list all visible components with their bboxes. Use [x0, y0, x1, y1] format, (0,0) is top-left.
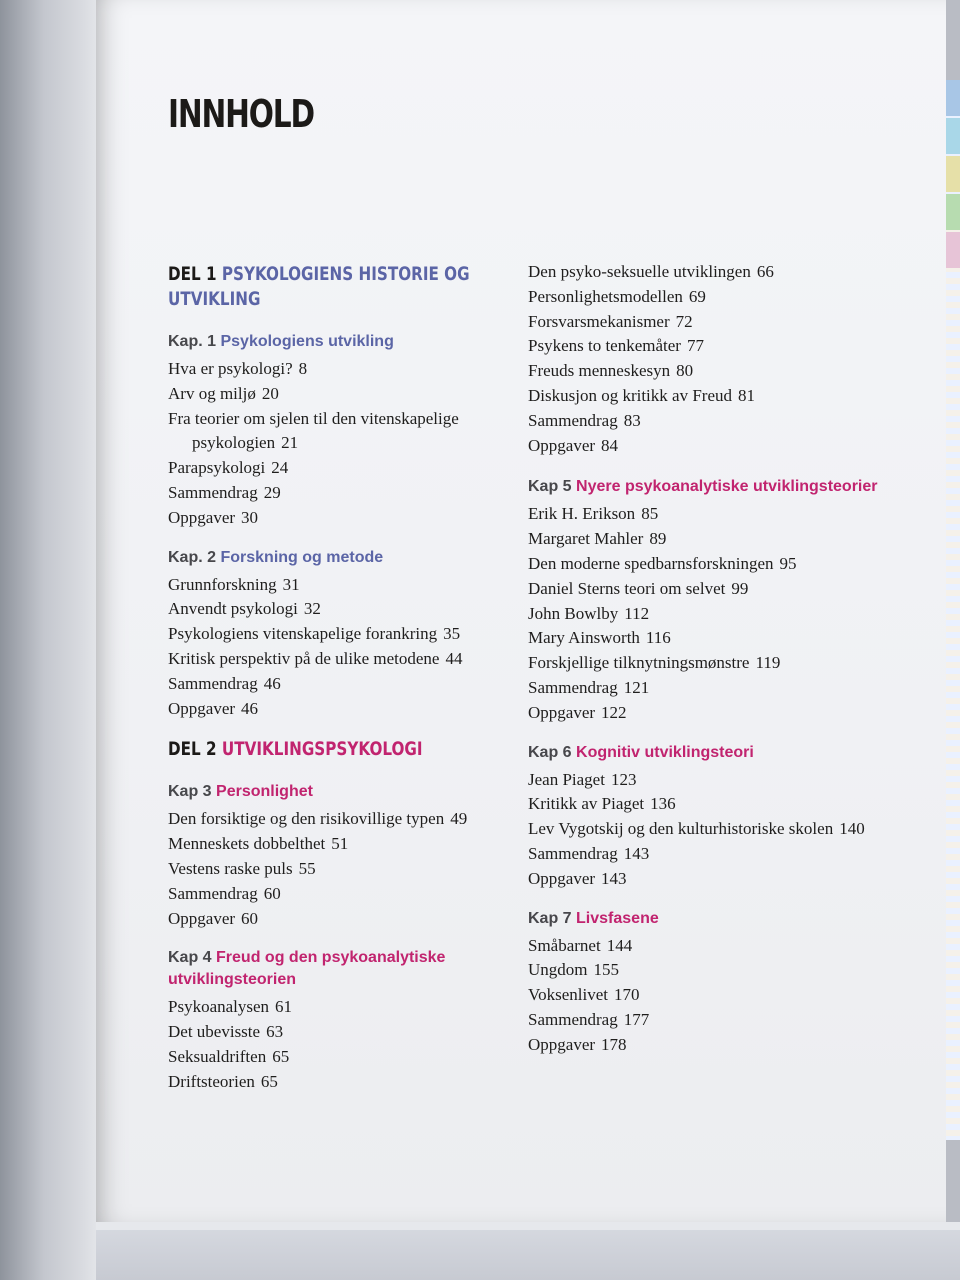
edge-tab — [944, 118, 960, 154]
toc-entry-page: 31 — [282, 574, 300, 594]
toc-entry — [168, 622, 528, 647]
toc-entry-text: Grunnforskning — [168, 574, 277, 594]
toc-entry-text: Psykoanalysen — [168, 997, 270, 1017]
toc-entry — [528, 983, 888, 1008]
page-title: INNHOLD — [168, 92, 314, 136]
chapter-heading — [528, 476, 888, 498]
toc-entry — [528, 676, 888, 701]
toc-entry-text: Hva er psykologi? — [168, 359, 293, 378]
toc-entry-text: Den psyko-seksuelle utviklingen — [528, 262, 751, 281]
toc-entry-page: 30 — [241, 507, 259, 527]
toc-entry — [168, 995, 528, 1020]
toc-entry-text: Sammendrag — [168, 673, 258, 693]
toc-entry — [528, 260, 888, 285]
toc-entry-page: 122 — [601, 702, 627, 722]
section-number: DEL 2 — [168, 738, 217, 761]
toc-entry-page: 55 — [298, 858, 316, 878]
toc-entry — [168, 807, 528, 832]
chapter-number: Kap. 2 — [168, 548, 217, 566]
edge-tab — [944, 80, 960, 116]
toc-entry-page: 95 — [779, 553, 797, 573]
toc-entry — [168, 1070, 528, 1095]
toc-entry-text: Den moderne spedbarnsforskningen — [528, 553, 774, 573]
toc-entry-page: 136 — [650, 794, 676, 814]
toc-entry-page: 177 — [623, 1009, 650, 1029]
toc-entry-text: Margaret Mahler — [528, 529, 644, 549]
toc-entry — [168, 672, 528, 697]
chapter-number: Kap 6 — [528, 743, 572, 761]
chapter-title: Nyere psykoanalytiske utviklingsteorier — [576, 478, 878, 496]
toc-entry — [528, 1008, 888, 1033]
toc-entry — [168, 382, 528, 407]
toc-entry — [168, 407, 528, 457]
toc-entry — [168, 1045, 528, 1070]
toc-entry-page: 121 — [623, 677, 650, 697]
toc-entry-page: 65 — [272, 1046, 290, 1066]
toc-entry-list — [168, 995, 528, 1094]
toc-entry — [528, 310, 888, 335]
toc-entry — [168, 456, 528, 481]
toc-entry-page: 77 — [686, 336, 704, 356]
toc-entry-list — [528, 768, 888, 892]
toc-entry — [168, 857, 528, 882]
toc-left-column — [168, 262, 528, 1111]
toc-entry-text: Anvendt psykologi — [168, 599, 298, 619]
toc-entry-text: Psykologiens vitenskapelige forankring — [168, 624, 438, 644]
toc-entry — [168, 647, 528, 672]
toc-entry-text: Ungdom — [528, 960, 588, 980]
toc-entry-text: Sammendrag — [528, 410, 618, 430]
toc-entry-text: Voksenlivet — [528, 985, 608, 1005]
toc-entry — [528, 552, 888, 577]
toc-entry-text: Erik H. Erikson — [528, 504, 636, 524]
toc-entry-page: 60 — [263, 883, 281, 903]
toc-entry-page: 60 — [241, 908, 259, 928]
toc-entry — [528, 842, 888, 867]
toc-entry-list — [168, 807, 528, 931]
toc-entry-page: 84 — [601, 435, 619, 455]
toc-entry — [528, 626, 888, 651]
toc-entry-text: Fra teorier om sjelen til den vitenskapelige psykologien — [168, 408, 459, 453]
edge-tab — [944, 232, 960, 268]
toc-entry-page: 69 — [688, 286, 706, 306]
toc-entry-page: 178 — [601, 1034, 627, 1054]
edge-tab — [944, 194, 960, 230]
toc-entry-text: Arv og miljø — [168, 383, 256, 403]
chapter-heading — [168, 781, 528, 803]
toc-entry-text: Sammendrag — [528, 843, 618, 863]
toc-entry — [528, 502, 888, 527]
toc-entry-page: 99 — [731, 578, 749, 598]
toc-entry-text: Vestens raske puls — [168, 858, 293, 878]
edge-tabs — [944, 80, 960, 270]
toc-entry-page: 63 — [266, 1022, 284, 1042]
section-heading — [168, 737, 528, 762]
chapter-number: Kap. 1 — [168, 333, 217, 350]
toc-entry-text: Diskusjon og kritikk av Freud — [528, 385, 732, 405]
toc-entry-page: 44 — [445, 648, 463, 668]
toc-entry-text: Kritikk av Piaget — [528, 794, 645, 814]
toc-entry-page: 20 — [261, 383, 279, 403]
toc-entry-text: Oppgaver — [528, 868, 596, 888]
book-bottom-edge — [96, 1222, 960, 1280]
chapter-heading — [168, 947, 528, 991]
toc-entry-text: Freuds menneskesyn — [528, 361, 671, 381]
edge-tab — [944, 156, 960, 192]
toc-entry-page: 81 — [738, 385, 755, 405]
toc-entry-text: Oppgaver — [528, 1034, 596, 1054]
toc-entry-text: Psykens to tenkemåter — [528, 336, 681, 356]
toc-entry-text: Sammendrag — [528, 1009, 618, 1029]
toc-entry — [528, 334, 888, 359]
chapter-title: Psykologiens utvikling — [220, 333, 394, 350]
section-heading — [168, 262, 528, 312]
toc-entry-text: Parapsykologi — [168, 458, 266, 478]
section-title: UTVIKLINGSPSYKOLOGI — [221, 738, 423, 761]
toc-entry — [528, 577, 888, 602]
toc-entry — [528, 285, 888, 310]
toc-entry-list — [528, 502, 888, 725]
toc-entry — [528, 768, 888, 793]
toc-entry-text: Seksualdriften — [168, 1046, 267, 1066]
toc-entry — [168, 1020, 528, 1045]
toc-entry-text: Forskjellige tilknytningsmønstre — [528, 653, 750, 673]
toc-entry — [168, 832, 528, 857]
toc-entry-page: 51 — [331, 834, 349, 854]
toc-entry-page: 155 — [593, 960, 619, 980]
toc-entry-page: 29 — [263, 482, 281, 502]
toc-entry-text: Personlighetsmodellen — [528, 286, 683, 306]
toc-entry-page: 143 — [601, 868, 627, 888]
chapter-number: Kap 3 — [168, 783, 212, 801]
toc-entry-page: 85 — [641, 504, 659, 524]
toc-entry — [168, 573, 528, 598]
toc-entry-page: 24 — [271, 458, 289, 478]
chapter-heading — [528, 742, 888, 764]
toc-entry — [528, 434, 888, 459]
toc-entry — [528, 384, 888, 409]
toc-entry — [168, 907, 528, 932]
toc-entry — [528, 527, 888, 552]
book-spine — [0, 0, 110, 1280]
toc-entry-page: 32 — [303, 599, 321, 619]
toc-entry-text: Sammendrag — [168, 482, 258, 502]
toc-entry — [168, 481, 528, 506]
toc-entry-text: Kritisk perspektiv på de ulike metodene — [168, 648, 440, 668]
chapter-heading — [528, 908, 888, 930]
toc-entry-page: 80 — [676, 361, 694, 381]
toc-entry-page: 46 — [241, 698, 259, 718]
toc-entry-text: Oppgaver — [168, 698, 236, 718]
toc-entry-page: 143 — [623, 843, 650, 863]
chapter-number: Kap 5 — [528, 478, 572, 496]
toc-entry-page: 119 — [755, 653, 781, 673]
toc-entry-text: Mary Ainsworth — [528, 628, 640, 648]
toc-entry-page: 89 — [649, 529, 667, 549]
toc-entry — [168, 882, 528, 907]
toc-entry — [528, 651, 888, 676]
toc-entry-page: 72 — [675, 311, 693, 331]
chapter-title: Personlighet — [216, 783, 313, 801]
toc-entry-text: Jean Piaget — [528, 769, 605, 789]
chapter-heading — [168, 331, 528, 353]
toc-entry — [528, 359, 888, 384]
toc-entry-text: John Bowlby — [528, 603, 619, 623]
toc-entry-list — [528, 934, 888, 1058]
toc-entry-list — [168, 573, 528, 722]
toc-entry-text: Den forsiktige og den risikovillige typen — [168, 809, 445, 829]
toc-entry — [528, 817, 888, 842]
chapter-title: Forskning og metode — [220, 548, 384, 566]
chapter-number: Kap 4 — [168, 949, 212, 967]
section-title: PSYKOLOGIENS HISTORIE OG UTVIKLING — [168, 263, 470, 310]
toc-entry-text: Sammendrag — [528, 677, 618, 697]
toc-entry — [528, 958, 888, 983]
toc-entry-page: 170 — [613, 985, 640, 1005]
toc-entry-page: 123 — [610, 769, 637, 789]
toc-entry — [528, 1033, 888, 1058]
toc-entry-text: Forsvarsmekanismer — [528, 311, 670, 331]
toc-entry-text: Sammendrag — [168, 883, 258, 903]
toc-entry — [528, 934, 888, 959]
toc-entry-list — [528, 260, 888, 458]
toc-entry — [168, 597, 528, 622]
toc-entry-text: Oppgaver — [168, 908, 236, 928]
toc-entry-text: Oppgaver — [528, 702, 596, 722]
toc-entry-page: 116 — [645, 628, 671, 648]
toc-entry-text: Daniel Sterns teori om selvet — [528, 578, 726, 598]
toc-entry — [528, 701, 888, 726]
toc-entry-page: 112 — [624, 603, 650, 623]
chapter-heading — [168, 547, 528, 569]
toc-entry-text: Småbarnet — [528, 935, 601, 955]
toc-entry-text: Driftsteorien — [168, 1071, 255, 1091]
toc-entry-text: Menneskets dobbelthet — [168, 834, 326, 854]
toc-entry — [528, 867, 888, 892]
toc-entry-text: Det ubevisste — [168, 1022, 261, 1042]
chapter-title: Freud og den psykoanalytiske utviklingsteorien — [168, 949, 446, 989]
toc-entry-page: 65 — [260, 1071, 278, 1091]
toc-entry-page: 66 — [756, 262, 774, 281]
toc-entry — [528, 602, 888, 627]
toc-right-column — [528, 260, 888, 1074]
toc-entry-page: 21 — [281, 433, 299, 453]
chapter-title: Livsfasene — [576, 909, 659, 927]
toc-entry-page: 49 — [450, 809, 468, 829]
toc-entry — [528, 409, 888, 434]
toc-entry — [168, 506, 528, 531]
toc-entry-page: 83 — [623, 410, 641, 430]
toc-entry-page: 61 — [275, 997, 293, 1017]
toc-entry-page: 46 — [263, 673, 281, 693]
section-number: DEL 1 — [168, 263, 217, 285]
toc-entry — [168, 697, 528, 722]
chapter-number: Kap 7 — [528, 909, 572, 927]
toc-entry-text: Oppgaver — [168, 507, 236, 527]
toc-entry — [168, 357, 528, 382]
toc-entry-text: Oppgaver — [528, 435, 596, 455]
toc-entry-page: 35 — [443, 624, 461, 644]
toc-entry-page: 144 — [606, 935, 633, 955]
chapter-title: Kognitiv utviklingsteori — [576, 743, 754, 761]
toc-entry-page: 8 — [298, 359, 308, 378]
toc-entry-page: 140 — [839, 819, 865, 839]
toc-entry-text: Lev Vygotskij og den kulturhistoriske skolen — [528, 819, 834, 839]
toc-entry-list — [168, 357, 528, 531]
toc-entry — [528, 792, 888, 817]
